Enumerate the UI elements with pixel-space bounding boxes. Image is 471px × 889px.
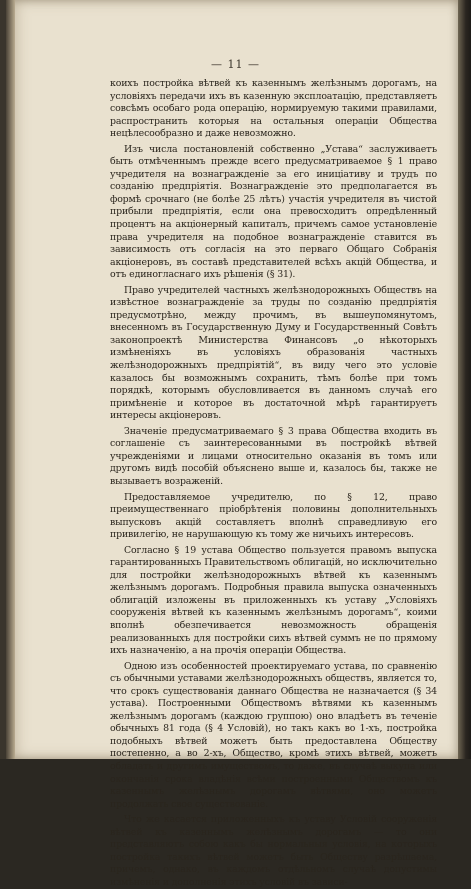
paragraph-2: Изъ числа постановленій собственно „Устава“ заслуживаетъ быть отмѣченнымъ прежде всего предусматриваемое § 1 право учредителя на вознагражденіе за его иниціативу и трудъ по созданію предпріятія. Вознагражденіе это предполагается въ формѣ срочнаго (не болѣе 25 лѣтъ) участія учредителя въ чистой прибыли предпріятія, если она превосходитъ опредѣленный процентъ на акціонерный капиталъ, причемъ самое установленіе права учредителя на подобное вознагражденіе ставится въ зависимость отъ согласія на это перваго Общаго Собранія акціонеровъ, въ составѣ представителей всѣхъ акцій Общества, и отъ единогласнаго ихъ рѣшенія (§ 31). (110, 143, 437, 281)
paragraph-5: Предоставляемое учредителю, по § 12, право преимущественнаго пріобрѣтенія половины дополнительныхъ выпусковъ акцій составляетъ вполнѣ справедливую его привилегію, не нарушающую къ тому же ничьихъ интересовъ. (110, 491, 437, 541)
page-gutter-shadow (6, 0, 15, 759)
paragraph-3: Право учредителей частныхъ желѣзнодорожныхъ Обществъ на извѣстное вознагражденіе за труды по созданію предпріятія предусмотрѣно, между прочимъ, въ вышеупомянутомъ, внесенномъ въ Государственную Думу и Государственный Совѣтъ законопроектѣ Министерства Финансовъ „о нѣкоторыхъ измѣненіяхъ въ условіяхъ образованія частныхъ желѣзнодорожныхъ предпріятій“, въ виду чего это условіе казалось бы возможнымъ сохранить, тѣмъ болѣе при томъ порядкѣ, которымъ обусловливается въ данномъ случаѣ его примѣненіе и которое въ достаточной мѣрѣ гарантируетъ интересы акціонеровъ. (110, 284, 437, 422)
paragraph-1: коихъ постройка вѣтвей къ казеннымъ желѣзнымъ дорогамъ, на условіяхъ передачи ихъ въ казенную эксплоатацію, представляетъ совсѣмъ особаго рода операцію, нормируемую такими правилами, распространить которыя на остальныя операціи Общества нецѣлесообразно и даже невозможно. (110, 78, 437, 140)
adjacent-page-edge (458, 0, 471, 759)
page-number: — 11 — (211, 58, 260, 71)
body-text (110, 78, 437, 889)
paragraph-6: Согласно § 19 устава Общество пользуется правомъ выпуска гарантированныхъ Правительствомъ облигацій, но исключительно для постройки желѣзнодорожныхъ вѣтвей къ казеннымъ желѣзнымъ дорогамъ. Подробныя правила выпуска означенныхъ облигацій изложены въ приложенныхъ къ уставу „Условіяхъ сооруженія вѣтвей къ казеннымъ желѣзнымъ дорогамъ“, коими вполнѣ обезпечивается невозможность обращенія реализованныхъ для постройки сихъ вѣтвей суммъ не по прямому ихъ назначенію, а на прочія операціи Общества. (110, 544, 437, 657)
paragraph-4: Значеніе предусматриваемаго § 3 права Общества входить въ соглашеніе съ заинтересованными въ постройкѣ вѣтвей учрежденіями и лицами относительно оказанія въ томъ или другомъ видѣ пособій объяснено выше и, казалось бы, также не вызываетъ возраженій. (110, 425, 437, 487)
paragraph-7: Одною изъ особенностей проектируемаго устава, по сравненію съ обычными уставами желѣзнодорожныхъ обществъ, является то, что срокъ существованія даннаго Общества не назначается (§ 34 устава). Построенными Обществомъ вѣтвями къ казеннымъ желѣзнымъ дорогамъ (каждою группою) оно владѣетъ въ теченіе обычныхъ 81 года (§ 4 Условій), но такъ какъ во 1-хъ, постройка подобныхъ вѣтвей можетъ быть предоставлена Обществу постепенно, а во 2-хъ, Общество, кромѣ этихъ вѣтвей, можетъ обладать и другимъ имуществомъ, то даже, въ случаѣ выкупа или окончанія срока владѣнія всѣми построенными Обществомъ къ казеннымъ желѣзнымъ дорогамъ вѣтвями, оно можетъ продолжать свое существованіе. (110, 660, 437, 810)
paragraph-8: Что же касается приложенныхъ къ уставу Условій сооруженія вѣтвей къ казеннымъ желѣзнымъ дорогамъ — то они представляютъ собою какъ бы нормальныя условія, на которыхъ постройка такихъ вѣтвей можетъ быть Обществу разрѣшаема, причемъ, однако, въ каждомъ отдѣльномъ случаѣ допустимы измѣненія и дополненія этихъ условій въ зависи- (110, 814, 437, 888)
